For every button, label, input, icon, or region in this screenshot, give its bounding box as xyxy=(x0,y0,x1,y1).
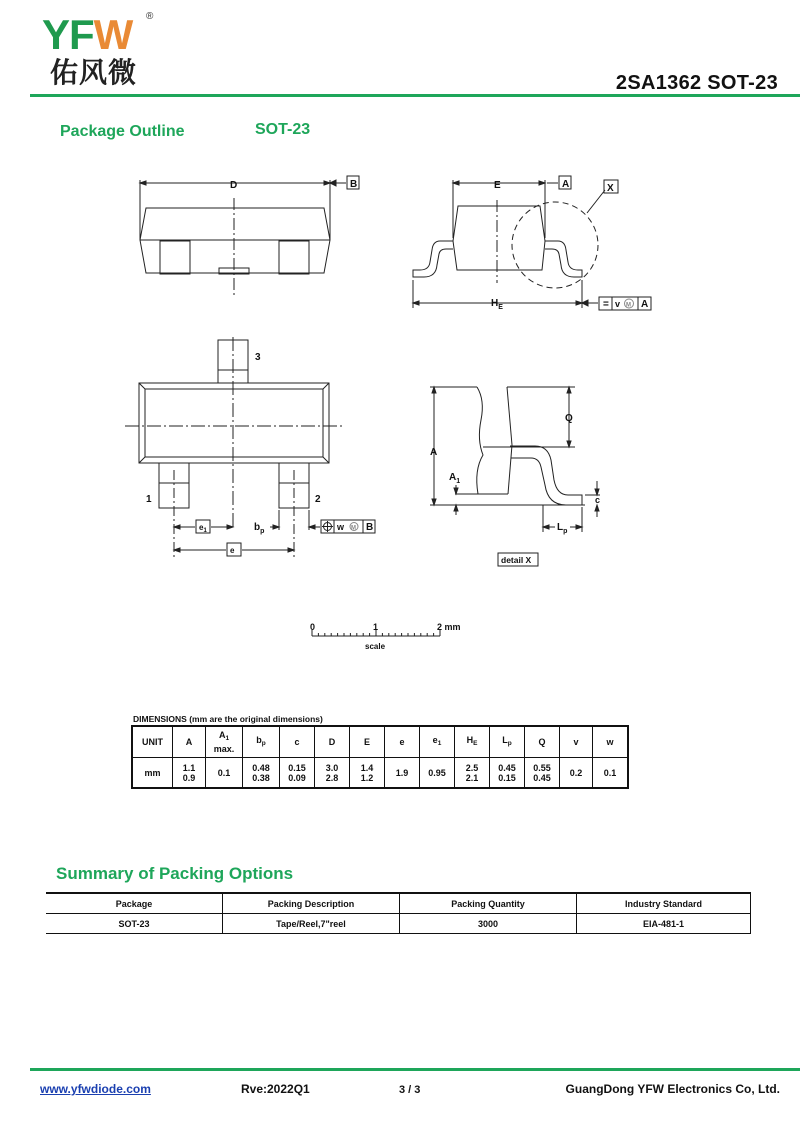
dim-value-cell xyxy=(173,758,206,789)
logo-letters-yf: YF xyxy=(42,11,94,58)
packing-header-description: Packing Description xyxy=(223,893,400,914)
dim-header-symbol: e xyxy=(432,735,438,745)
dim-header-cell xyxy=(490,726,525,758)
dim-value-max: 0.1 xyxy=(603,767,617,778)
dim-value-max: 0.1 xyxy=(217,767,231,778)
label-he xyxy=(491,298,503,311)
dim-value-max: 1.9 xyxy=(395,767,409,778)
dim-value-max: 0.2 xyxy=(569,767,583,778)
dim-value-cell xyxy=(560,758,593,789)
website-link[interactable]: www.yfwdiode.com xyxy=(40,1082,151,1096)
dim-value-cell xyxy=(455,758,490,789)
dim-header-cell xyxy=(350,726,385,758)
dimensions-header-row xyxy=(132,726,628,758)
dim-header-subscript: 1 xyxy=(437,740,442,747)
lead-profile xyxy=(510,446,582,505)
label-tol-m: M xyxy=(626,302,631,309)
label-he-sub: E xyxy=(498,304,503,311)
dim-value-max: 3.0 xyxy=(325,762,339,773)
dim-header-symbol: e xyxy=(399,737,405,747)
package-body-side xyxy=(453,206,545,270)
dim-header-cell xyxy=(243,726,280,758)
label-detail-x: X xyxy=(607,183,614,194)
dim-value-min: 0.38 xyxy=(252,772,270,783)
dim-header-cell xyxy=(593,726,629,758)
package-name: SOT-23 xyxy=(255,121,311,138)
dim-header-note: max. xyxy=(213,744,235,754)
lead-side-right xyxy=(545,241,582,277)
dim-value-min: 0.09 xyxy=(288,772,306,783)
dim-value-cell xyxy=(385,758,420,789)
label-e1: $e_1$ xyxy=(199,523,207,534)
dim-value-min: 0.15 xyxy=(498,772,516,783)
footer-divider xyxy=(30,1068,800,1071)
label-datum-b: B xyxy=(350,179,358,190)
detail-x-circle xyxy=(512,202,598,288)
dim-value-cell xyxy=(525,758,560,789)
dimensions-table xyxy=(131,725,629,789)
dim-header-symbol: E xyxy=(363,737,370,747)
dim-value-max: 0.55 xyxy=(533,762,551,773)
dim-header-symbol: b xyxy=(256,735,262,745)
packing-options-title: Summary of Packing Options xyxy=(56,864,294,883)
dim-value-max: mm xyxy=(144,767,161,778)
label-e-width: E xyxy=(494,180,501,191)
dimensions-caption: DIMENSIONS (mm are the original dimensions) xyxy=(133,714,323,724)
dim-header-subscript: E xyxy=(473,740,478,747)
label-a-height: A xyxy=(430,447,438,458)
label-d: D xyxy=(230,180,238,191)
packing-header-standard: Industry Standard xyxy=(577,893,751,914)
dim-value-max: 0.45 xyxy=(498,762,516,773)
label-q: Q xyxy=(565,413,573,424)
dim-value-cell xyxy=(206,758,243,789)
dim-value-cell xyxy=(132,758,173,789)
dim-value-min: 2.1 xyxy=(465,772,479,783)
packing-cell-quantity: 3000 xyxy=(400,914,577,934)
label-a1: $A_1$ xyxy=(449,472,461,485)
label-datum-a: A xyxy=(562,179,570,190)
dim-value-cell xyxy=(280,758,315,789)
label-tol-symbol: = xyxy=(603,299,609,310)
body-break-line xyxy=(477,387,483,494)
label-he-main: H xyxy=(491,298,499,309)
dim-header-symbol: c xyxy=(294,737,300,747)
packing-cell-standard: EIA-481-1 xyxy=(577,914,751,934)
lead-front-left xyxy=(160,241,190,274)
dimensions-value-row xyxy=(132,758,628,789)
dim-value-cell xyxy=(593,758,629,789)
part-number-title: 2SA1362 SOT-23 xyxy=(615,72,778,94)
revision-label: Rve:2022Q1 xyxy=(241,1082,310,1096)
dim-value-max: 2.5 xyxy=(465,762,479,773)
dim-header-symbol: A xyxy=(218,730,226,740)
dim-value-max: 1.4 xyxy=(360,762,374,773)
dim-header-cell xyxy=(280,726,315,758)
label-c: c xyxy=(595,495,601,505)
dim-header-subscript: 1 xyxy=(225,735,230,742)
scale-tick-0: 0 xyxy=(310,622,316,632)
dim-header-symbol: Q xyxy=(538,737,546,747)
package-outline-title: Package Outline xyxy=(60,123,185,140)
dim-value-min: 0.45 xyxy=(533,772,551,783)
front-view xyxy=(140,176,359,295)
dim-header-symbol: L xyxy=(502,735,508,745)
dim-header-symbol: A xyxy=(185,737,193,747)
dim-header-cell xyxy=(206,726,243,758)
dim-header-cell xyxy=(315,726,350,758)
label-bp: $b_p$ xyxy=(254,522,265,535)
lead-front-right xyxy=(279,241,309,274)
label-detail-caption: detail X xyxy=(501,555,532,565)
packing-header-row xyxy=(46,893,751,914)
label-tol-m2: M xyxy=(351,525,356,532)
label-lp: $L_p$ xyxy=(557,522,568,535)
side-view xyxy=(413,176,651,310)
dim-header-cell xyxy=(132,726,173,758)
dim-value-max: 1.1 xyxy=(182,762,196,773)
dim-value-max: 0.15 xyxy=(288,762,306,773)
dim-value-cell xyxy=(490,758,525,789)
label-pin-2: 2 xyxy=(315,494,321,505)
package-body-plan xyxy=(139,383,329,463)
dim-header-cell xyxy=(525,726,560,758)
dim-header-cell xyxy=(560,726,593,758)
dim-header-symbol: D xyxy=(328,737,336,747)
dim-header-cell xyxy=(173,726,206,758)
label-e-pitch: e xyxy=(230,546,235,555)
dim-value-min: 0.9 xyxy=(182,772,196,783)
dim-header-symbol: H xyxy=(466,735,474,745)
packing-header-quantity: Packing Quantity xyxy=(400,893,577,914)
packing-cell-package: SOT-23 xyxy=(46,914,223,934)
dim-value-max: 0.48 xyxy=(252,762,270,773)
dim-header-subscript: p xyxy=(507,740,512,747)
dim-header-subscript: p xyxy=(261,740,266,747)
label-tol-ref-b: B xyxy=(366,522,374,533)
packing-header-package: Package xyxy=(46,893,223,914)
label-pin-1: 1 xyxy=(146,494,152,505)
dim-value-min: 2.8 xyxy=(325,772,339,783)
dim-value-min: 1.2 xyxy=(360,772,374,783)
logo-letter-w: W xyxy=(93,11,133,58)
dim-header-symbol: v xyxy=(573,737,579,747)
page-number: 3 / 3 xyxy=(399,1084,421,1096)
label-pin-3: 3 xyxy=(255,352,261,363)
packing-table xyxy=(46,892,751,934)
dim-header-cell xyxy=(420,726,455,758)
company-name: GuangDong YFW Electronics Co, Ltd. xyxy=(565,1082,780,1096)
dim-header-symbol: UNIT xyxy=(142,737,163,747)
dim-header-cell xyxy=(385,726,420,758)
scale-label: scale xyxy=(365,642,386,651)
packing-row xyxy=(46,914,751,934)
logo-chinese-name: 佑风微 xyxy=(50,56,138,89)
dim-header-cell xyxy=(455,726,490,758)
dim-value-cell xyxy=(420,758,455,789)
arrow-icon xyxy=(140,181,146,185)
lead-side-left xyxy=(413,241,453,277)
packing-cell-description: Tape/Reel,7"reel xyxy=(223,914,400,934)
label-tol-ref-a: A xyxy=(641,299,649,310)
scale-tick-1: 1 xyxy=(373,622,379,632)
dim-header-symbol: w xyxy=(606,737,614,747)
dim-value-cell xyxy=(243,758,280,789)
dim-value-cell xyxy=(350,758,385,789)
label-tol-v: v xyxy=(615,299,621,309)
dim-value-max: 0.95 xyxy=(428,767,446,778)
registered-mark: ® xyxy=(146,11,154,22)
scale-tick-2: 2 mm xyxy=(437,622,461,632)
dim-value-cell xyxy=(315,758,350,789)
label-tol-w: w xyxy=(337,522,345,532)
